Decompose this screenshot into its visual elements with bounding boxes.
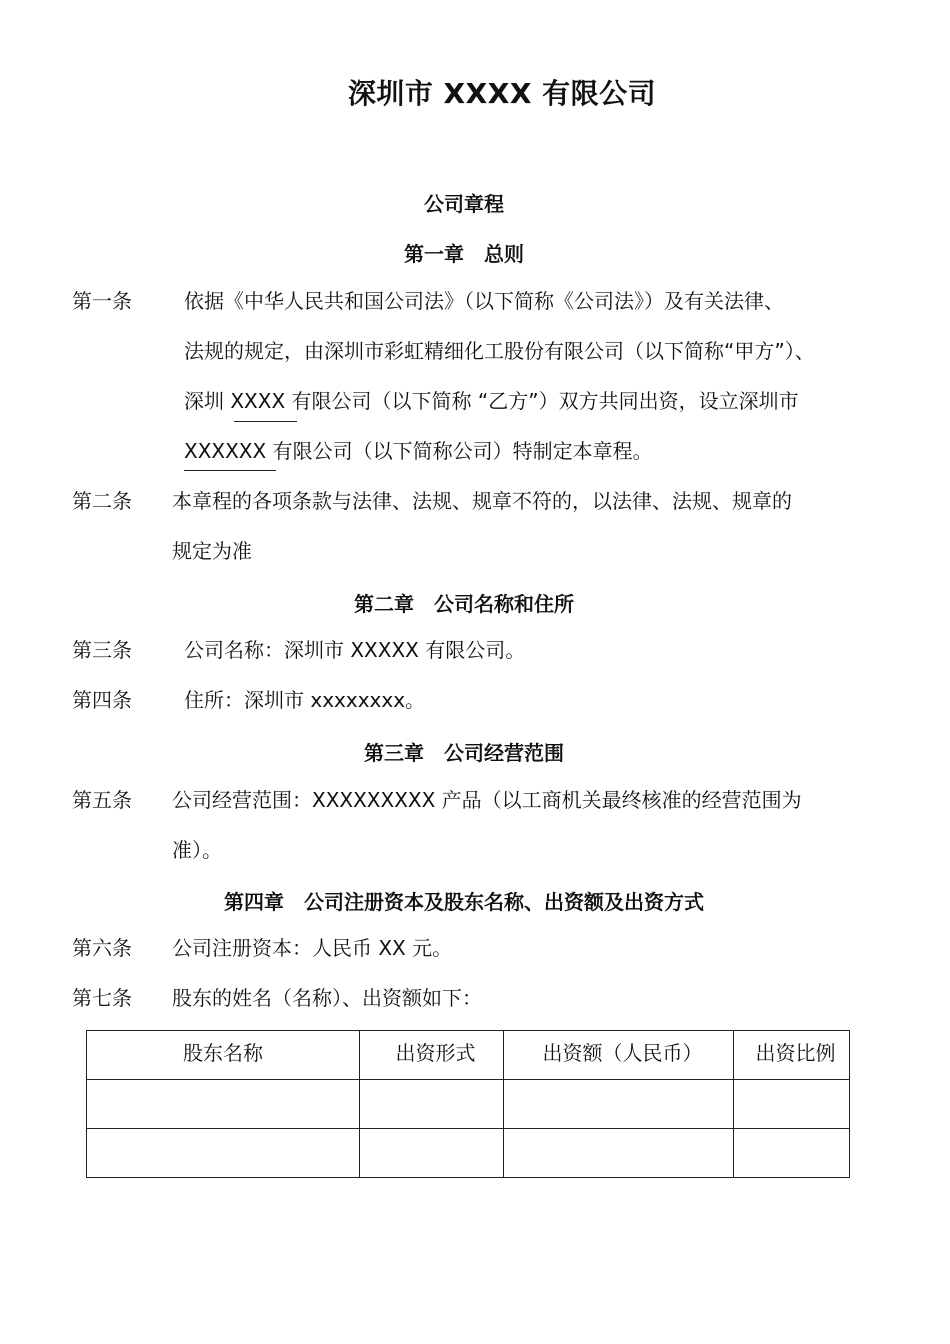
document-title: 公司章程: [424, 192, 504, 216]
header-contribution-form: 出资形式: [360, 1031, 504, 1080]
table-cell: [87, 1080, 360, 1129]
article-1-label: 第一条: [72, 289, 132, 313]
header-contribution-ratio: 出资比例: [734, 1031, 850, 1080]
table-row: [87, 1080, 850, 1129]
article-1-line-3: 深圳 XXXX 有限公司（以下简称 “乙方”）双方共同出资，设立深圳市: [184, 389, 799, 413]
article-6-line-1: 公司注册资本：人民币 XX 元。: [172, 936, 453, 960]
table-cell: [504, 1080, 734, 1129]
table-cell: [504, 1129, 734, 1178]
article-4-line-1: 住所：深圳市 xxxxxxxx。: [184, 688, 426, 712]
article-7-line-1: 股东的姓名（名称）、出资额如下：: [172, 986, 482, 1010]
shareholder-table: [86, 1030, 850, 1178]
article-4-label: 第四条: [72, 688, 132, 712]
article-3-label: 第三条: [72, 638, 132, 662]
table-cell: [360, 1080, 504, 1129]
header-shareholder-name: 股东名称: [87, 1031, 360, 1080]
article-2-line-1: 本章程的各项条款与法律、法规、规章不符的，以法律、法规、规章的: [172, 489, 792, 513]
chapter-2-heading: 第二章 公司名称和住所: [354, 592, 574, 616]
article-5-line-1: 公司经营范围：XXXXXXXXX 产品（以工商机关最终核准的经营范围为: [172, 788, 802, 812]
table-cell: [87, 1129, 360, 1178]
blank-underline: [234, 421, 297, 422]
table-cell: [734, 1080, 850, 1129]
table-row: [87, 1129, 850, 1178]
article-2-label: 第二条: [72, 489, 132, 513]
article-5-label: 第五条: [72, 788, 132, 812]
article-1-line-4: XXXXXX 有限公司（以下简称公司）特制定本章程。: [184, 439, 653, 463]
article-6-label: 第六条: [72, 936, 132, 960]
article-3-line-1: 公司名称：深圳市 XXXXX 有限公司。: [184, 638, 526, 662]
chapter-4-heading: 第四章 公司注册资本及股东名称、出资额及出资方式: [224, 890, 704, 914]
company-title: 深圳市 XXXX 有限公司: [347, 77, 657, 110]
article-2-line-2: 规定为准: [172, 539, 252, 563]
chapter-1-heading: 第一章 总则: [404, 242, 524, 266]
article-5-line-2: 准）。: [172, 838, 222, 862]
article-1-line-2: 法规的规定，由深圳市彩虹精细化工股份有限公司（以下简称“甲方”）、: [184, 339, 815, 363]
article-7-label: 第七条: [72, 986, 132, 1010]
article-1-line-1: 依据《中华人民共和国公司法》（以下简称《公司法》）及有关法律、: [184, 289, 784, 313]
header-contribution-amount: 出资额（人民币）: [504, 1031, 734, 1080]
table-cell: [360, 1129, 504, 1178]
blank-underline: [184, 470, 276, 471]
chapter-3-heading: 第三章 公司经营范围: [364, 741, 564, 765]
table-cell: [734, 1129, 850, 1178]
table-header-row: [87, 1031, 850, 1080]
